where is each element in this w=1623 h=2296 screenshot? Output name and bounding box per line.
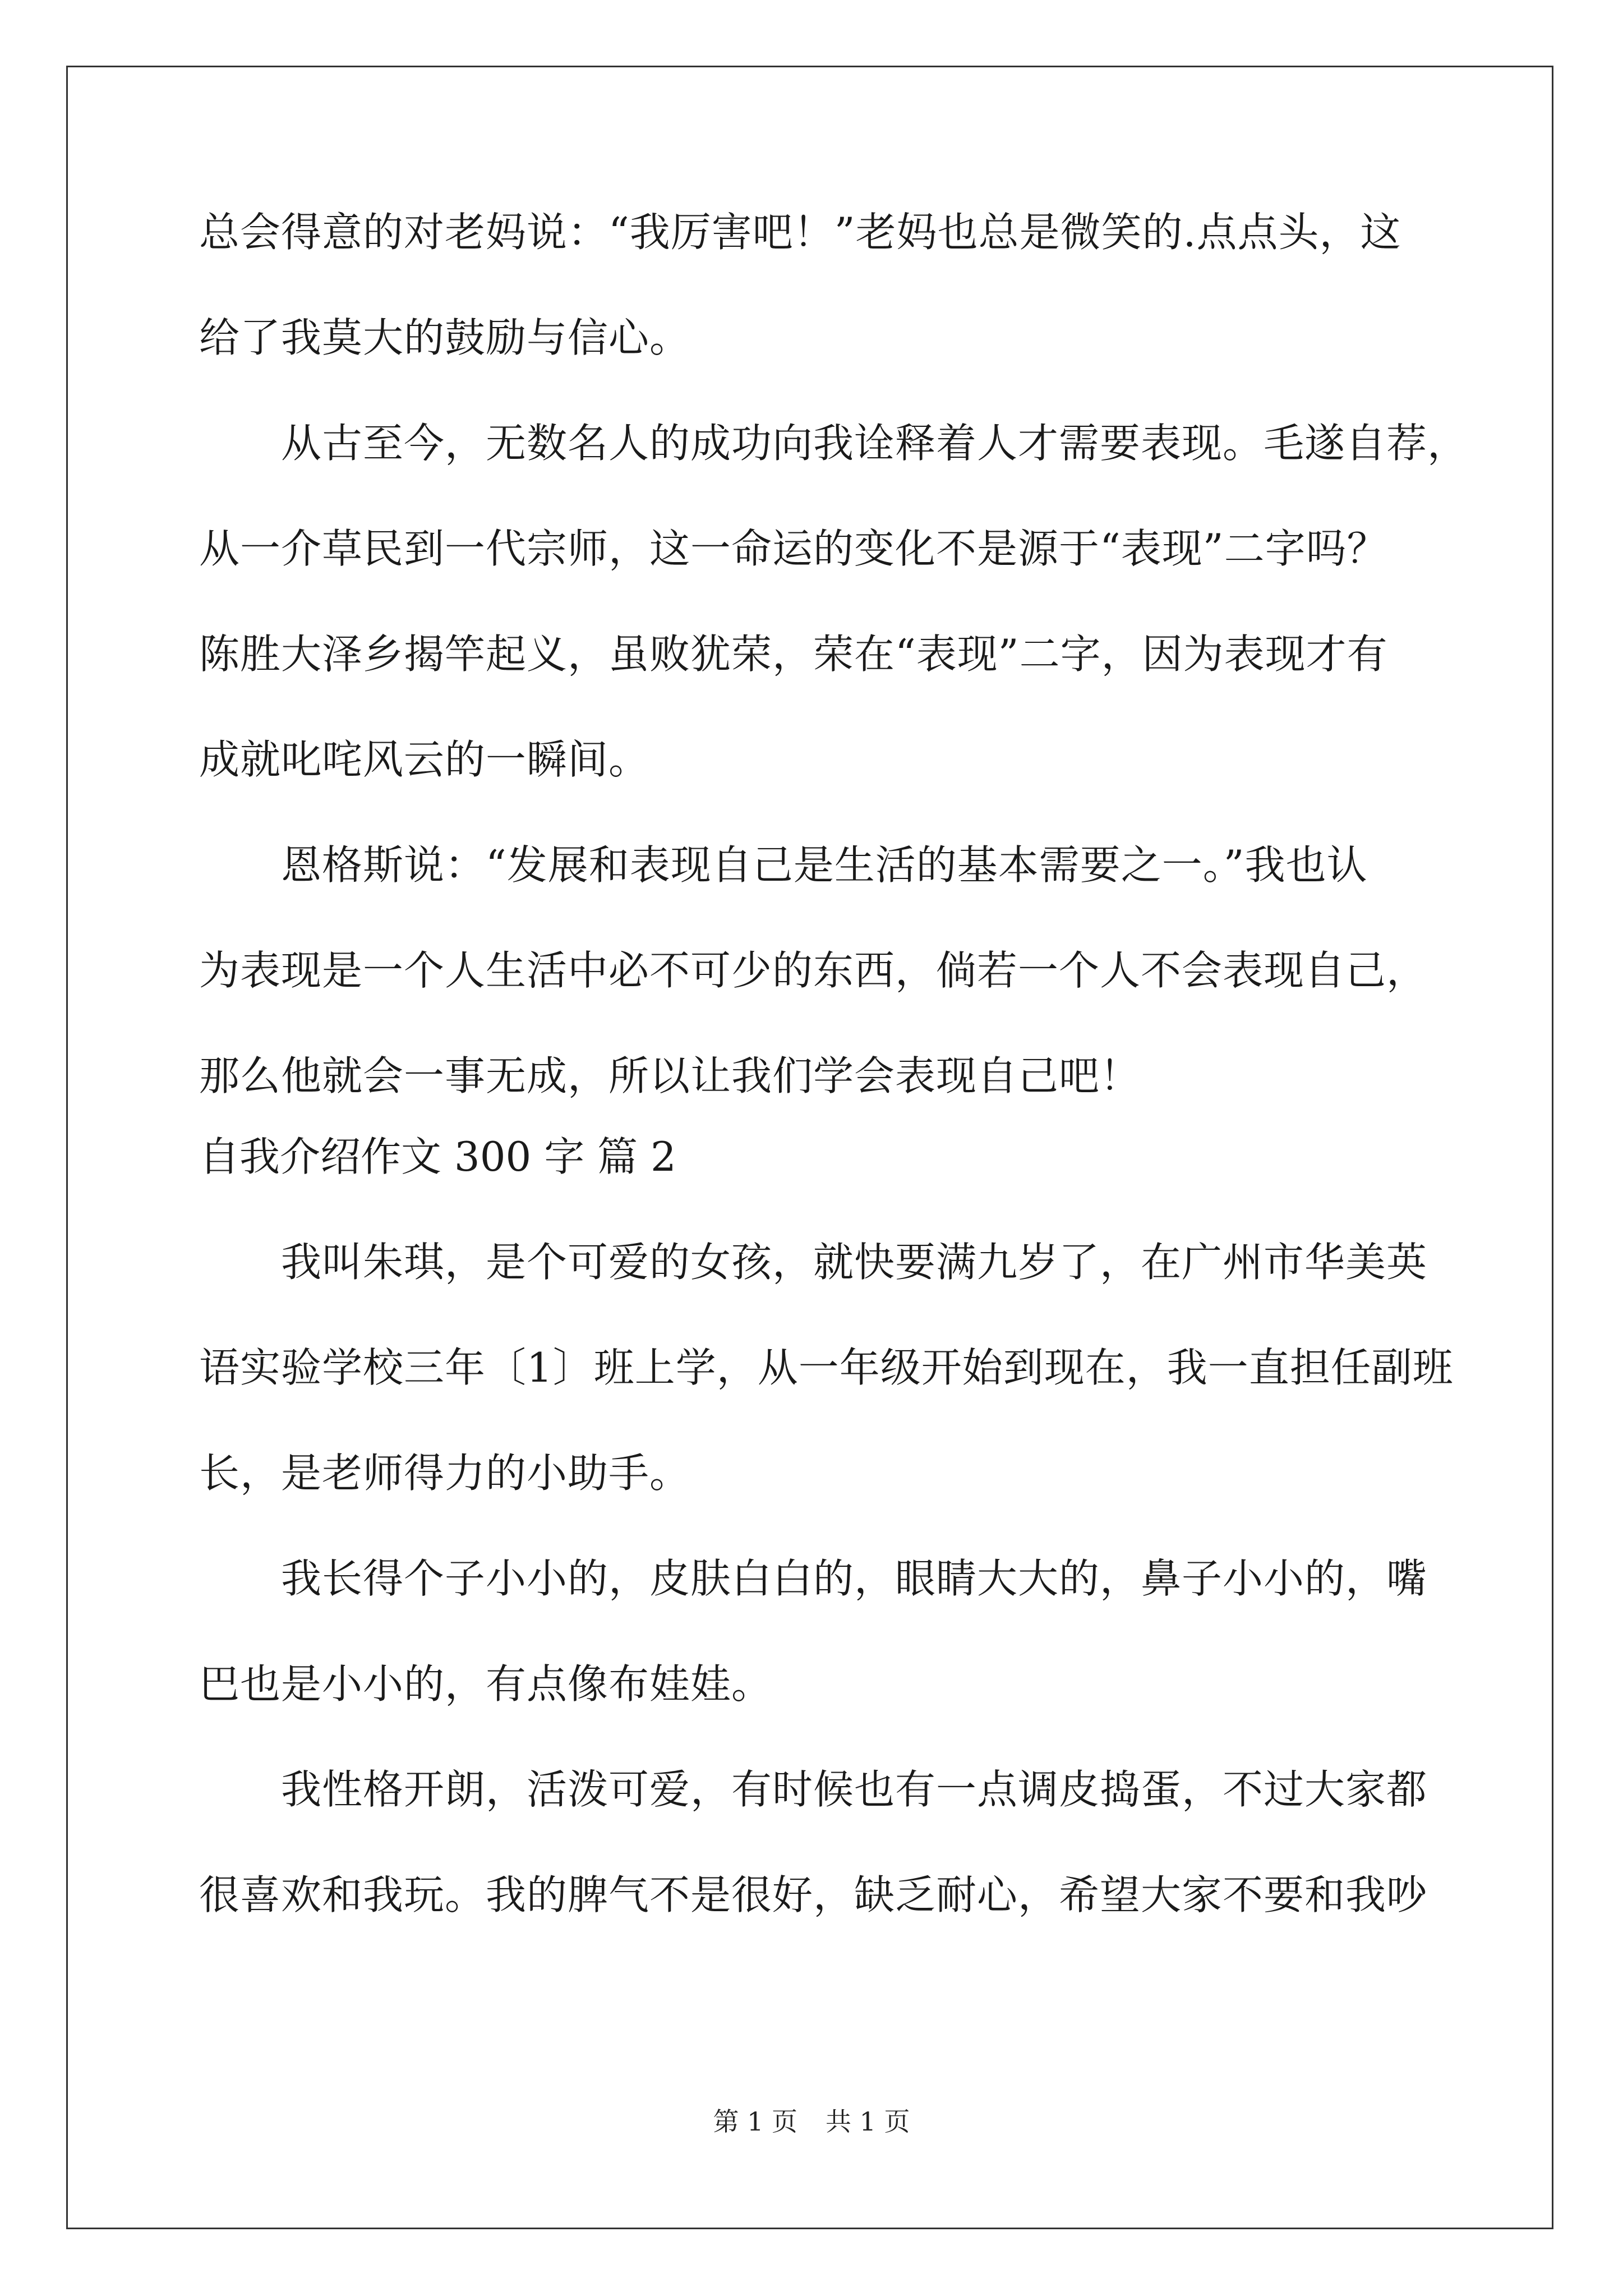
text-line: 恩格斯说：“发展和表现自己是生活的基本需要之一。”我也认: [199, 841, 1368, 889]
text-line: 陈胜大泽乡揭竿起义，虽败犹荣，荣在“表现”二字，因为表现才有: [199, 631, 1388, 678]
text-line: 从一介草民到一代宗师，这一命运的变化不是源于“表现”二字吗？: [199, 525, 1388, 572]
text-line: 我长得个子小小的，皮肤白白的，眼睛大大的，鼻子小小的，嘴: [199, 1555, 1428, 1602]
text-line: 语实验学校三年〔1〕班上学，从一年级开始到现在，我一直担任副班: [199, 1344, 1454, 1391]
text-line: 我叫朱琪，是个可爱的女孩，就快要满九岁了，在广州市华美英: [199, 1239, 1428, 1286]
text-line: 那么他就会一事无成，所以让我们学会表现自己吧！: [199, 1052, 1141, 1099]
text-line: 给了我莫大的鼓励与信心。: [199, 314, 691, 361]
text-line: 为表现是一个人生活中必不可少的东西，倘若一个人不会表现自己，: [199, 947, 1428, 994]
page-footer: [0, 2105, 1623, 2138]
text-line: 总会得意的对老妈说：“我厉害吧！”老妈也总是微笑的.点点头，这: [199, 209, 1401, 256]
document-body: [199, 204, 1469, 1972]
text-line: 从古至今，无数名人的成功向我诠释着人才需要表现。毛遂自荐，: [199, 420, 1469, 467]
text-line: 成就叱咤风云的一瞬间。: [199, 736, 650, 783]
page-number: 第 1 页: [713, 2106, 797, 2137]
page-total: 共 1 页: [826, 2106, 910, 2137]
text-line: 长，是老师得力的小助手。: [199, 1450, 691, 1497]
section-heading: 自我介绍作文 300 字 篇 2: [199, 1133, 676, 1180]
text-line: 很喜欢和我玩。我的脾气不是很好，缺乏耐心，希望大家不要和我吵: [199, 1871, 1428, 1918]
text-line: 我性格开朗，活泼可爱，有时候也有一点调皮捣蛋，不过大家都: [199, 1766, 1428, 1813]
text-line: 巴也是小小的，有点像布娃娃。: [199, 1660, 773, 1708]
